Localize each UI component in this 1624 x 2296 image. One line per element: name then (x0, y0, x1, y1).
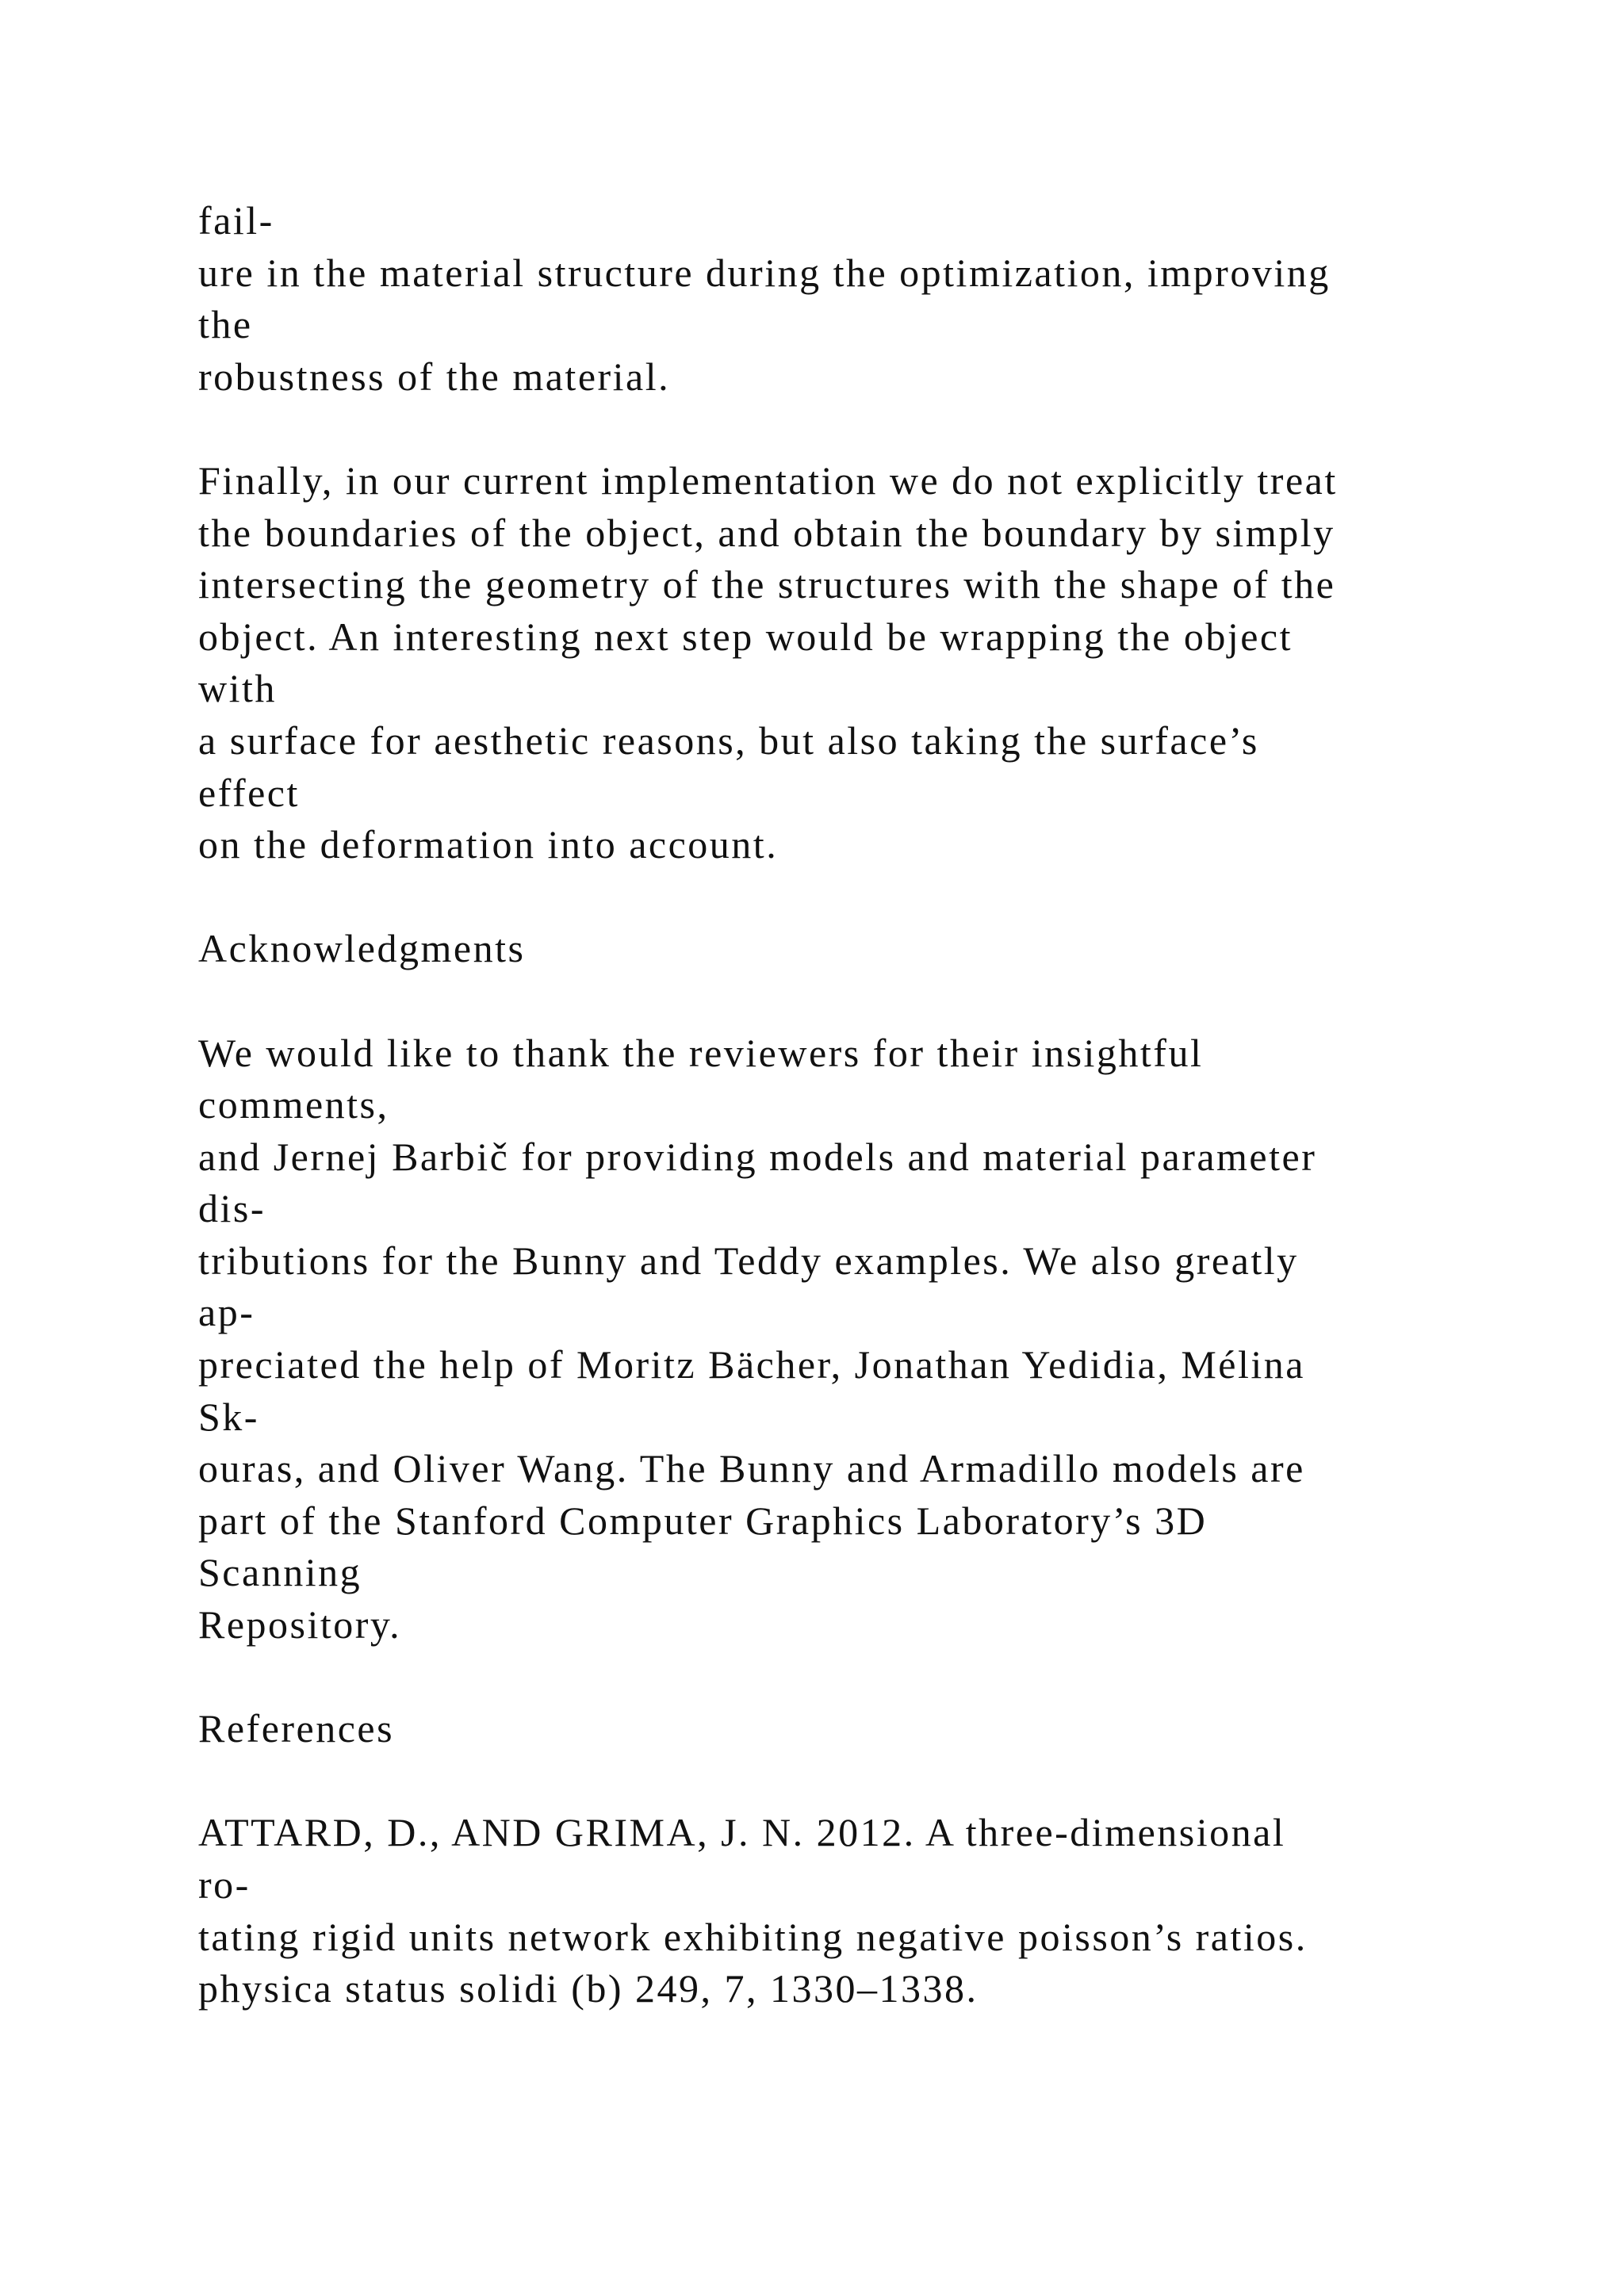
text-line: a surface for aesthetic reasons, but also taking the surface’s (198, 718, 1259, 763)
paragraph-spacer (198, 1651, 1546, 1704)
text-line: tating rigid units network exhibiting negative poisson’s ratios. (198, 1914, 1308, 1959)
text-line: with (198, 666, 277, 711)
document-page (198, 195, 1546, 2015)
text-line: Scanning (198, 1550, 362, 1595)
text-line: tributions for the Bunny and Teddy examples. We also greatly (198, 1238, 1299, 1283)
text-line: ro- (198, 1862, 251, 1907)
references-heading: References (198, 1706, 395, 1751)
text-line: ATTARD, D., AND GRIMA, J. N. 2012. A three-dimensional (198, 1810, 1286, 1855)
text-line: ure in the material structure during the optimization, improving (198, 250, 1331, 295)
text-line: physica status solidi (b) 249, 7, 1330–1338. (198, 1966, 979, 2011)
text-line: Sk- (198, 1394, 259, 1439)
text-line: preciated the help of Moritz Bächer, Jonathan Yedidia, Mélina (198, 1342, 1305, 1387)
text-line: intersecting the geometry of the structures with the shape of the (198, 562, 1336, 607)
text-line: effect (198, 770, 300, 815)
text-line: Finally, in our current implementation we do not explicitly treat (198, 457, 1338, 503)
text-line: comments, (198, 1082, 389, 1127)
text-line: the (198, 302, 253, 347)
text-line: ouras, and Oliver Wang. The Bunny and Armadillo models are (198, 1446, 1305, 1491)
text-line: the boundaries of the object, and obtain the boundary by simply (198, 510, 1335, 555)
paragraph-spacer (198, 871, 1546, 924)
text-line: fail- (198, 198, 274, 243)
text-line: object. An interesting next step would be wrapping the object (198, 614, 1293, 659)
paragraph-spacer (198, 403, 1546, 455)
text-line: ap- (198, 1290, 255, 1335)
reference-entry-attard-grima (198, 1807, 1546, 2015)
text-line: robustness of the material. (198, 354, 671, 399)
paragraph-spacer (198, 975, 1546, 1027)
paragraph-acknowledgments (198, 1027, 1546, 1651)
paragraph-boundaries (198, 455, 1546, 871)
text-line: Repository. (198, 1602, 402, 1647)
acknowledgments-heading: Acknowledgments (198, 926, 526, 971)
text-line: dis- (198, 1186, 266, 1231)
text-line: part of the Stanford Computer Graphics Laboratory’s 3D (198, 1498, 1208, 1543)
text-line: on the deformation into account. (198, 822, 779, 867)
paragraph-failure-robustness (198, 195, 1546, 403)
text-line: We would like to thank the reviewers for their insightful (198, 1030, 1204, 1075)
text-line: and Jernej Barbič for providing models and material parameter (198, 1134, 1317, 1179)
paragraph-spacer (198, 1755, 1546, 1808)
